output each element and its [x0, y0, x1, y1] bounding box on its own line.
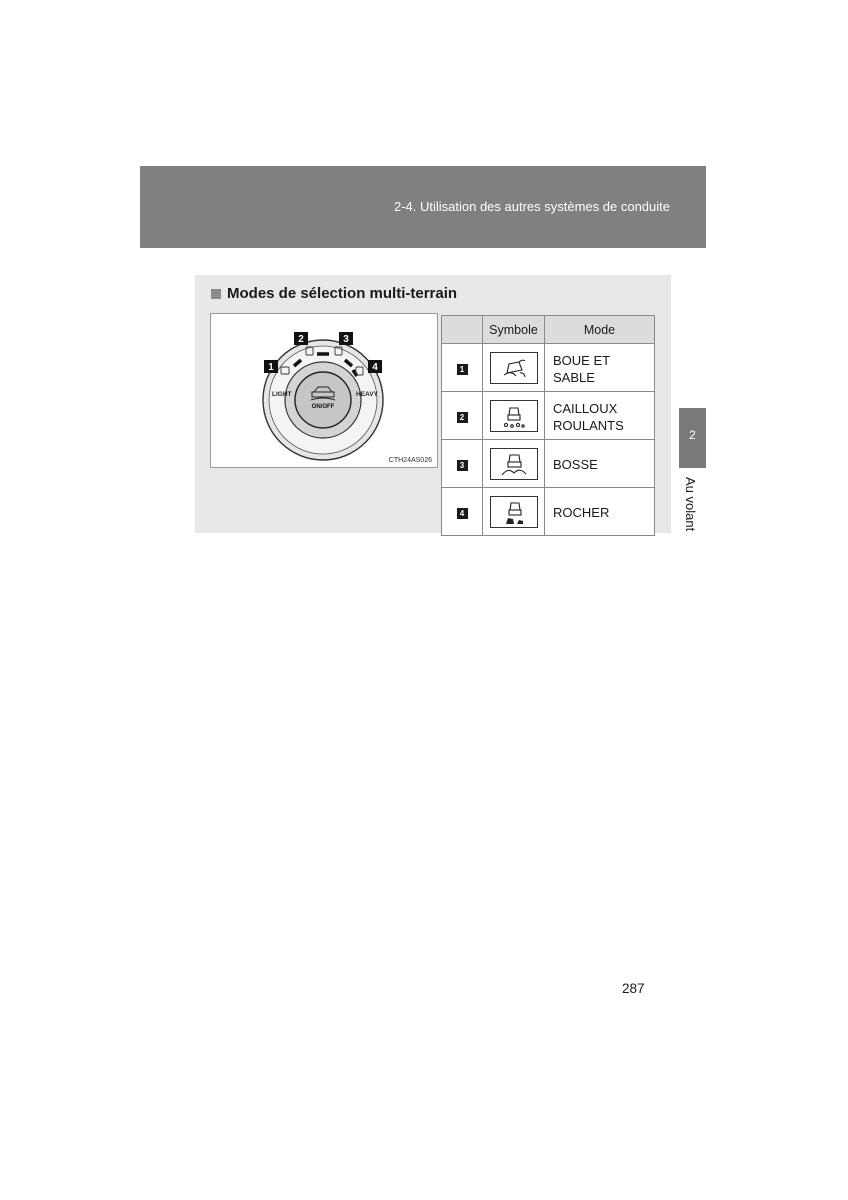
- table-row: [442, 488, 655, 536]
- info-panel: [195, 275, 671, 533]
- callout-1: [264, 360, 278, 373]
- row-mode: BOSSE: [545, 440, 655, 488]
- table-row: [442, 392, 655, 440]
- dial-center-button: [295, 372, 351, 428]
- table-header-row: [442, 316, 655, 344]
- chapter-tab-number: 2: [689, 428, 696, 442]
- chapter-tab: [679, 408, 706, 468]
- mogul-icon: [490, 448, 538, 480]
- row-mode: BOUE ET SABLE: [545, 344, 655, 392]
- row-number-badge: 3: [457, 460, 468, 471]
- figure-code: CTH24AS026: [388, 457, 432, 464]
- row-number-badge: 2: [457, 412, 468, 423]
- mud-sand-icon: [490, 352, 538, 384]
- table-header-number: [442, 316, 483, 344]
- rock-icon: [490, 496, 538, 528]
- callout-3: [339, 332, 353, 345]
- section-title: [211, 285, 457, 302]
- table-header-symbol: Symbole: [483, 316, 545, 344]
- row-mode: CAILLOUX ROULANTS: [545, 392, 655, 440]
- row-mode: ROCHER: [545, 488, 655, 536]
- callout-2: [294, 332, 308, 345]
- row-number-badge: 1: [457, 364, 468, 375]
- loose-rock-icon: [490, 400, 538, 432]
- section-title-text: Modes de sélection multi-terrain: [227, 285, 458, 302]
- svg-text:2: 2: [298, 334, 304, 345]
- chapter-header: [140, 166, 706, 248]
- page-number: 287: [622, 981, 645, 996]
- square-bullet-icon: [211, 289, 221, 299]
- table-row: [442, 440, 655, 488]
- svg-text:1: 1: [268, 362, 274, 373]
- table-row: [442, 344, 655, 392]
- table-header-mode: Mode: [545, 316, 655, 344]
- row-number-badge: 4: [457, 508, 468, 519]
- svg-text:4: 4: [372, 362, 378, 373]
- dial-illustration: [211, 314, 437, 467]
- dial-label-heavy: HEAVY: [356, 391, 378, 398]
- header-title: 2-4. Utilisation des autres systèmes de conduite: [393, 199, 670, 214]
- selector-dial-figure: [210, 313, 438, 468]
- svg-text:3: 3: [343, 334, 349, 345]
- chapter-tab-label: Au volant: [683, 477, 698, 532]
- dial-label-light: LIGHT: [272, 391, 292, 398]
- callout-4: [368, 360, 382, 373]
- dial-label-onoff: ON/OFF: [311, 404, 335, 410]
- terrain-mode-table: [441, 315, 655, 536]
